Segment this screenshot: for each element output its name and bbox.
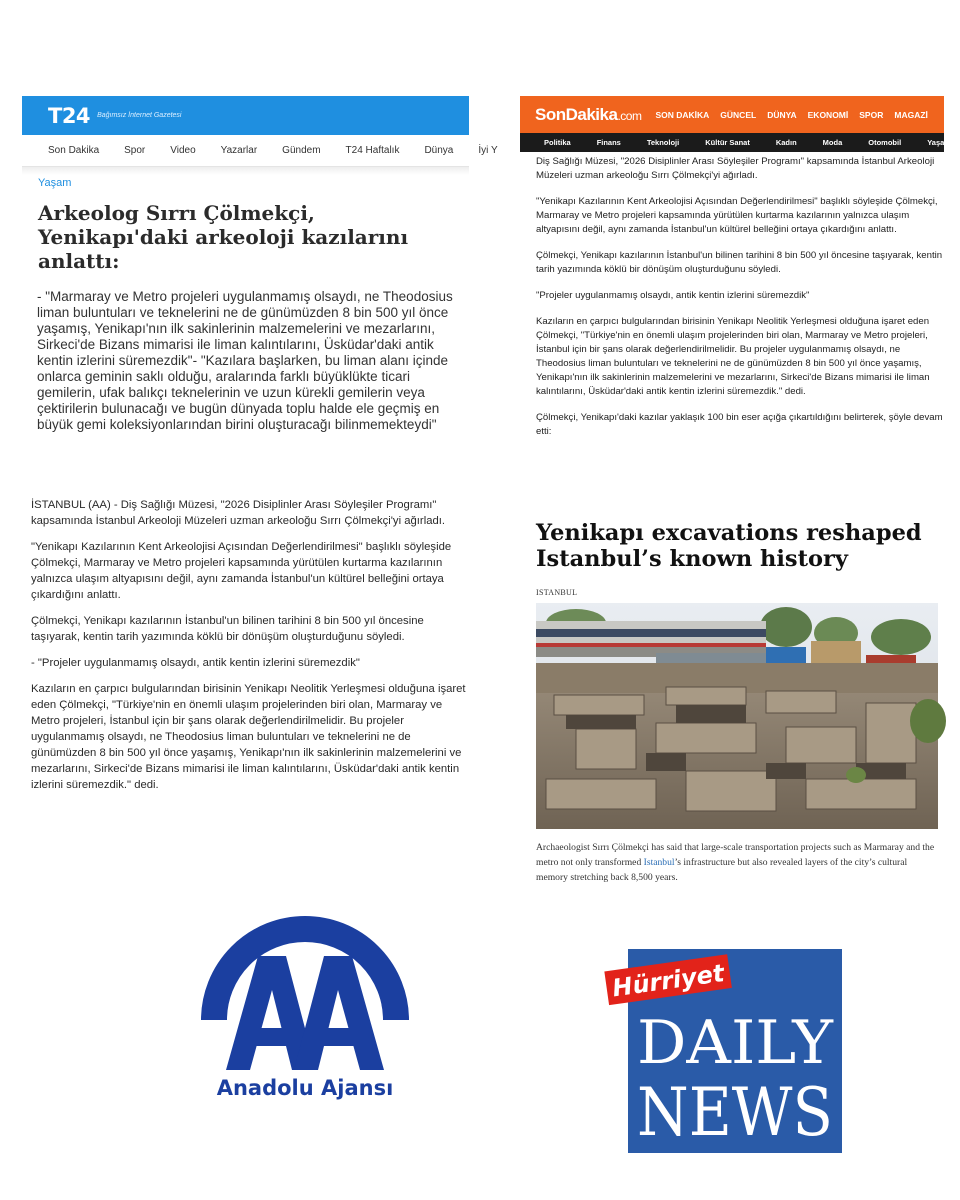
t24-body xyxy=(31,497,471,793)
aa-logo-text: Anadolu Ajansı xyxy=(216,1076,394,1100)
t24-nav-item[interactable]: Spor xyxy=(124,145,146,156)
anadolu-ajansi-logo xyxy=(200,890,410,1110)
sondakika-paragraph: Diş Sağlığı Müzesi, "2026 Disiplinler Arası Söyleşiler Programı" kapsamında İstanbul Arkeoloji Müzeleri uzman arkeoloğu Sırrı Çölmekçi'yi ağırladı. xyxy=(536,156,935,181)
excavation-photo-illustration xyxy=(536,603,938,829)
hurriyet-daily-news-logo xyxy=(606,945,846,1155)
sondakika-submenu xyxy=(520,133,951,152)
sondakika-menu-item[interactable]: EKONOMİ xyxy=(807,109,849,120)
t24-nav-item[interactable]: İyi Y xyxy=(478,145,498,156)
sondakika-submenu-item[interactable]: Kadın xyxy=(775,138,797,147)
hdn-daily-word: DAILY xyxy=(637,1008,835,1078)
t24-paragraph: Kazıların en çarpıcı bulgularından birisinin Yenikapı Neolitik Yerleşmesi olduğuna işaret eden Çölmekçi, "Türkiye'nin en önemli ulaşım projelerinden biri olan, Marmaray ve Metro projeleri, İstanbul için bir şans olarak değerlendirilmelidir. Bu projeler uygulanmamış olsaydı, ne Theodosius liman buluntuları ve teknelerini ne de günümüzden 8 bin 500 yıl önce yaşamış, Yenikapı'nın ilk sakinlerinin malzemelerini ve mezarlarını, Sirkeci'de Bizans mimarisi ile liman kalıntılarını, Üsküdar'daki antik kentin izlerini süremezdik." dedi. xyxy=(31,683,466,791)
hdn-caption-istanbul-link[interactable]: Istanbul xyxy=(643,857,675,868)
sondakika-submenu-item[interactable]: Politika xyxy=(544,138,571,147)
t24-logo[interactable]: T24 xyxy=(48,103,91,128)
hdn-caption-text-2: ’s infrastructure but also revealed layers of the city’s cultural memory stretching back 8,500 years. xyxy=(536,857,908,883)
t24-tagline: Bağımsız İnternet Gazetesi xyxy=(97,112,182,119)
sondakika-menu-item[interactable]: DÜNYA xyxy=(767,109,797,120)
hdn-news-word: NEWS xyxy=(637,1074,833,1151)
sondakika-paragraph: "Yenikapı Kazılarının Kent Arkeolojisi Açısından Değerlendirilmesi" başlıklı söyleşide Çölmekçi, Marmaray ve Metro projeleri kapsamında yürütülen kurtarma kazılarının yalnızca ulaşım altyapısını değil, aynı zamanda İstanbul'un kültürel belleğini ortaya çıkardığını anlattı. xyxy=(536,196,938,235)
t24-paragraph: Çölmekçi, Yenikapı kazılarının İstanbul'un bilinen tarihini 8 bin 500 yıl öncesine taşıyarak, kentin tarih yazımında köklü bir dönüşüm oluşturduğunu söyledi. xyxy=(31,615,424,643)
t24-nav-item[interactable]: Gündem xyxy=(282,145,321,156)
t24-nav-item[interactable]: Son Dakika xyxy=(48,145,100,156)
t24-paragraph: "Yenikapı Kazılarının Kent Arkeolojisi Açısından Değerlendirilmesi" başlıklı söyleşide Çölmekçi, Marmaray ve Metro projeleri kapsamında yürütülen kurtarma kazılarının yalnızca ulaşım altyapısını değil, aynı zamanda İstanbul'un kültürel belleğini ortaya çıkardığını anlattı. xyxy=(31,541,452,601)
sondakika-paragraph: Çölmekçi, Yenikapı'daki kazılar yaklaşık 100 bin eser açığa çıkartıldığını belirterek, şöyle devam etti: xyxy=(536,412,943,437)
sondakika-menu-item[interactable]: SPOR xyxy=(859,109,884,120)
sondakika-submenu-item[interactable]: Yaşam xyxy=(927,138,951,147)
sondakika-body xyxy=(520,152,944,439)
excavation-photo xyxy=(536,603,938,829)
sondakika-logo-main: SonDakika xyxy=(535,104,618,124)
t24-header xyxy=(22,96,469,135)
sondakika-article-screenshot xyxy=(520,96,951,481)
sondakika-menu-item[interactable]: MAGAZİ xyxy=(894,109,928,120)
t24-paragraph: - "Projeler uygulanmamış olsaydı, antik kentin izlerini süremezdik" xyxy=(31,657,360,669)
sondakika-header xyxy=(520,96,944,133)
t24-headline: Arkeolog Sırrı Çölmekçi, Yenikapı'daki arkeoloji kazılarını anlattı: xyxy=(38,201,409,273)
sondakika-submenu-item[interactable]: Otomobil xyxy=(868,138,902,147)
t24-article-screenshot xyxy=(22,96,498,816)
hdn-location: ISTANBUL xyxy=(536,588,578,597)
sondakika-submenu-item[interactable]: Teknoloji xyxy=(646,138,680,147)
sondakika-menu-item[interactable]: SON DAKİKA xyxy=(655,109,710,120)
hdn-photo-caption xyxy=(536,840,936,885)
sondakika-menu-item[interactable]: GÜNCEL xyxy=(720,109,757,120)
hdn-caption-text-1: Archaeologist Sırrı Çölmekçi has said that large-scale transportation projects such as Marmaray and the metro not only transformed xyxy=(536,842,935,868)
t24-nav xyxy=(22,135,498,167)
sondakika-submenu-item[interactable]: Moda xyxy=(822,138,843,147)
sondakika-submenu-item[interactable]: Kültür Sanat xyxy=(705,138,750,147)
aa-logo-mark xyxy=(200,890,410,1075)
t24-paragraph: İSTANBUL (AA) - Diş Sağlığı Müzesi, "2026 Disiplinler Arası Söyleşiler Programı" kapsamında İstanbul Arkeoloji Müzeleri uzman arkeoloğu Sırrı Çölmekçi'yi ağırladı. xyxy=(31,499,446,527)
t24-nav-item[interactable]: Video xyxy=(170,145,196,156)
t24-nav-shadow xyxy=(22,167,469,175)
sondakika-paragraph: Çölmekçi, Yenikapı kazılarının İstanbul'un bilinen tarihini 8 bin 500 yıl öncesine taşıyarak, kentin tarih yazımında köklü bir dönüşüm oluşturduğunu söyledi. xyxy=(536,250,943,275)
t24-nav-item[interactable]: Dünya xyxy=(424,145,454,156)
t24-category-link[interactable]: Yaşam xyxy=(38,177,72,189)
t24-nav-item[interactable]: Yazarlar xyxy=(220,145,258,156)
hurriyet-wordmark: Hürriyet xyxy=(610,959,726,1003)
hdn-headline: Yenikapı excavations reshaped Istanbul’s known history xyxy=(536,520,922,572)
t24-lead: - "Marmaray ve Metro projeleri uygulanmamış olsaydı, ne Theodosius liman buluntuları ve teknelerini ne de günümüzden 8 bin 500 yıl önce yaşamış, Yenikapı'nın ilk sakinlerinin malzemelerini ve mezarlarını, Sirkeci'de Bizans mimarisi ile liman kalıntılarını, Üsküdar'daki antik kentin izlerini süremezdik"- "Kazılara başlarken, bu liman alanı içinde onlarca geminin saklı olduğu, aralarında farklı büyüklükte ticari gemilerin, ufak balıkçı teknelerinin ve uzun kürekli gemilerin veya çektirilerin bulunacağı ve bugün dünyada toplu halde ele geçmiş en büyük gemi koleksiyonlarından birini oluşturacağı bilinmemekteydi" xyxy=(37,289,453,432)
sondakika-submenu-item[interactable]: Finans xyxy=(596,138,621,147)
sondakika-paragraph: "Projeler uygulanmamış olsaydı, antik kentin izlerini süremezdik" xyxy=(536,290,810,301)
hdn-logo-mark xyxy=(606,945,846,1155)
sondakika-paragraph: Kazıların en çarpıcı bulgularından birisinin Yenikapı Neolitik Yerleşmesi olduğuna işaret eden Çölmekçi, "Türkiye'nin en önemli ulaşım projelerinden biri olan, Marmaray ve Metro projeleri, İstanbul için bir şans olarak değerlendirilmelidir. Bu projeler uygulanmamış olsaydı, ne Theodosius liman buluntuları ve teknelerini ne de günümüzden 8 bin 500 yıl önce yaşamış, Yenikapı'nın ilk sakinlerinin malzemelerini ve mezarlarını, Sirkeci'de Bizans mimarisi ile liman kalıntılarını, Üsküdar'daki antik kentin izlerini süremezdik." dedi. xyxy=(536,316,930,397)
sondakika-logo[interactable] xyxy=(535,105,641,125)
hdn-article-screenshot xyxy=(536,520,938,890)
sondakika-logo-suffix: .com xyxy=(617,108,642,123)
t24-nav-item[interactable]: T24 Haftalık xyxy=(345,145,400,156)
